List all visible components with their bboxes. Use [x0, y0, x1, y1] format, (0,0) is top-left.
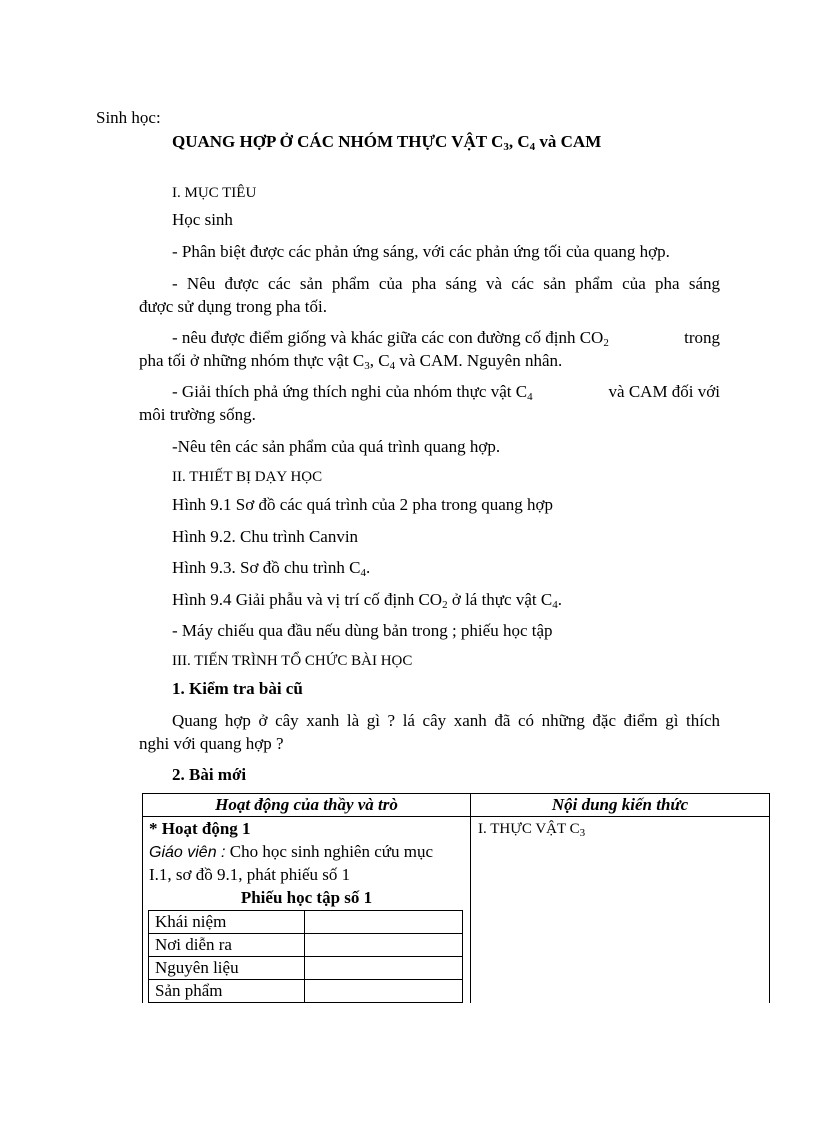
objective-item-2-line1: - Nêu được các sản phẩm của pha sáng và các sản phẩm của pha sáng — [172, 274, 720, 293]
objectives-intro: Học sinh — [172, 210, 233, 229]
worksheet-row-answer — [305, 934, 463, 957]
review-question-line1: Quang hợp ở cây xanh là gì ? lá cây xanh đã có những đặc điểm gì thích — [172, 711, 720, 730]
content-c3-heading: I. THỰC VẬT $C_3$ — [478, 821, 586, 839]
activity-1-label: * Hoạt động 1 — [149, 819, 251, 838]
equipment-item: - Máy chiếu qua đầu nếu dùng bản trong ; phiếu học tập — [172, 621, 553, 640]
objective-item-5: -Nêu tên các sản phẩm của quá trình quang hợp. — [172, 437, 501, 456]
section-objectives-heading: I. MỤC TIÊU — [172, 185, 257, 201]
teacher-instruction-line2: I.1, sơ đồ 9.1, phát phiếu số 1 — [149, 865, 351, 884]
objective-item-4-line2: môi trường sống. — [139, 405, 256, 424]
figure-9-1: Hình 9.1 Sơ đồ các quá trình của 2 pha trong quang hợp — [172, 495, 554, 514]
col-header-activities: Hoạt động của thầy và trò — [215, 795, 398, 814]
worksheet-row — [149, 980, 463, 1003]
review-question-line2: nghi với quang hợp ? — [139, 734, 284, 753]
worksheet-row-label: Nơi diễn ra — [149, 934, 305, 957]
worksheet-row-answer — [305, 980, 463, 1003]
worksheet-row-label: Nguyên liệu — [149, 957, 305, 980]
page-title: QUANG HỢP Ở CÁC NHÓM THỰC VẬT $C_3$, $C_4$ và CAM — [172, 132, 602, 153]
figure-9-2: Hình 9.2. Chu trình Canvin — [172, 527, 359, 546]
objective-item-1: - Phân biệt được các phản ứng sáng, với các phản ứng tối của quang hợp. — [172, 242, 670, 261]
objective-item-3-line2: pha tối ở những nhóm thực vật $C_3$, $C_4$ và CAM. Nguyên nhân. — [139, 351, 563, 372]
worksheet-row-label: Khái niệm — [149, 911, 305, 934]
objective-item-4-line1: - Giải thích phả ứng thích nghi của nhóm thực vật $C_4$ và CAM đối với — [172, 382, 720, 403]
objective-item-3-line1: - nêu được điểm giống và khác giữa các con đường cố định $CO_2$ trong — [172, 328, 720, 349]
subsection-new-lesson: 2. Bài mới — [172, 765, 247, 784]
objective-item-2-line2: được sử dụng trong pha tối. — [139, 297, 327, 316]
worksheet-row — [149, 934, 463, 957]
teacher-instruction-line1: Giáo viên : Cho học sinh nghiên cứu mục — [149, 842, 434, 861]
subsection-review: 1. Kiểm tra bài cũ — [172, 679, 303, 698]
worksheet-title: Phiếu học tập số 1 — [240, 888, 373, 907]
figure-9-3: Hình 9.3. Sơ đồ chu trình $C_4$. — [172, 558, 371, 579]
section-equipment-heading: II. THIẾT BỊ DẠY HỌC — [172, 469, 323, 485]
worksheet-row-answer — [305, 957, 463, 980]
subject-label: Sinh học: — [96, 108, 161, 127]
col-header-content: Nội dung kiến thức — [551, 795, 689, 814]
section-process-heading: III. TIẾN TRÌNH TỔ CHỨC BÀI HỌC — [172, 653, 413, 669]
worksheet-row-answer — [305, 911, 463, 934]
figure-9-4: Hình 9.4 Giải phẫu và vị trí cố định $CO_2$ ở lá thực vật $C_4$. — [172, 590, 562, 611]
worksheet-row — [149, 957, 463, 980]
worksheet-row-label: Sản phẩm — [149, 980, 305, 1003]
worksheet-row — [149, 911, 463, 934]
worksheet-table — [148, 910, 463, 1003]
